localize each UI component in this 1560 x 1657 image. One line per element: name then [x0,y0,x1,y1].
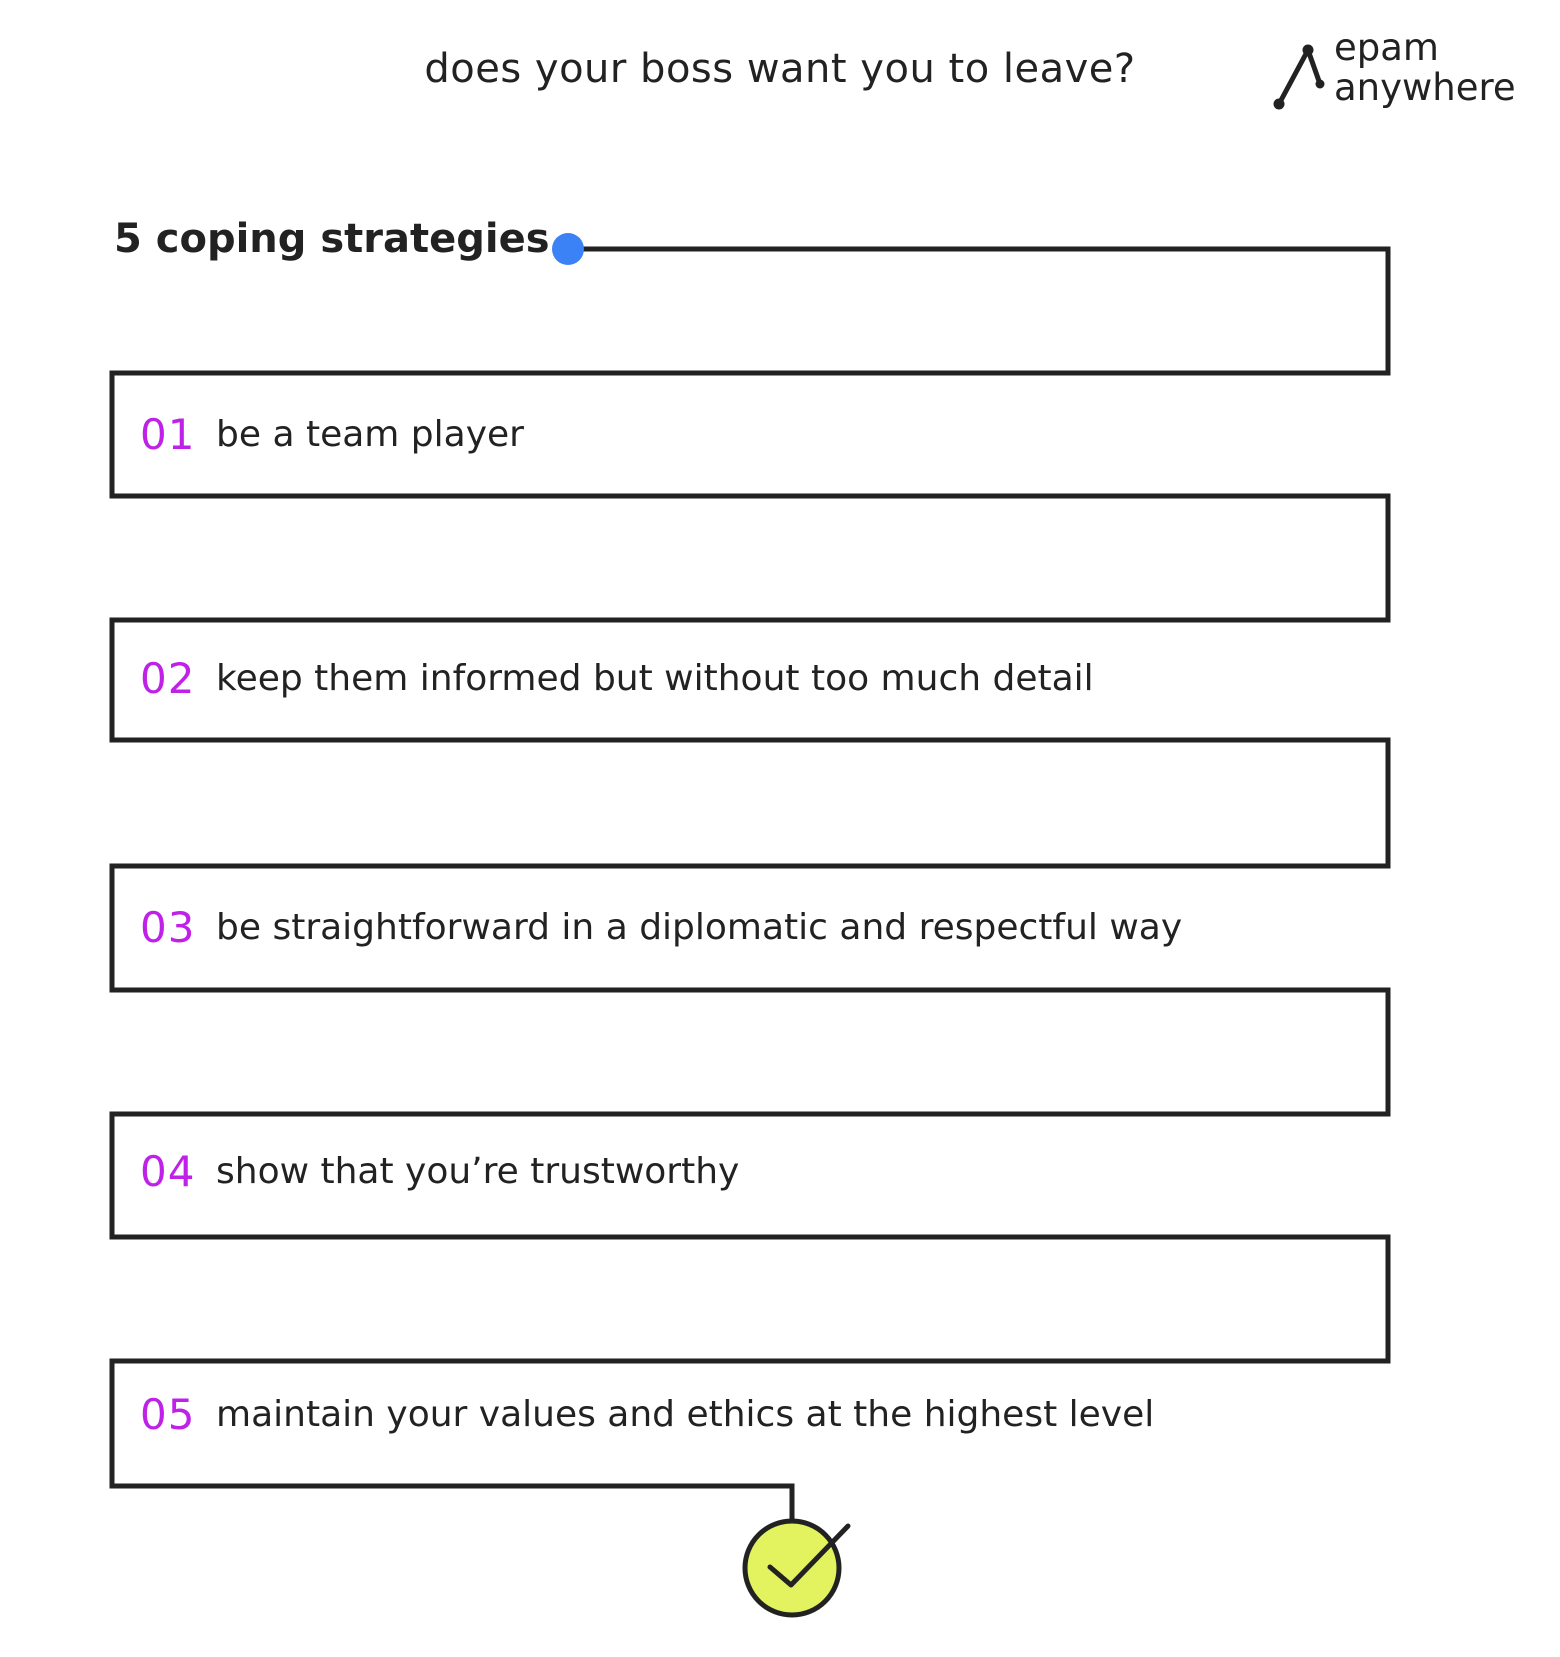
step-1 [140,404,524,464]
logo-line-1: epam [1334,26,1439,69]
step-5 [140,1384,1154,1444]
page-title: does your boss want you to leave? [424,46,1136,92]
checkmark-icon [745,1521,848,1615]
step-number: 03 [140,902,196,952]
subtitle: 5 coping strategies [114,216,550,262]
step-4 [140,1141,739,1201]
step-number: 05 [140,1389,196,1439]
step-text: show that you’re trustworthy [216,1150,740,1192]
step-3 [140,897,1182,957]
step-text: keep them informed but without too much detail [216,657,1094,699]
step-text: maintain your values and ethics at the highest level [216,1393,1155,1435]
step-text: be a team player [216,413,524,455]
step-number: 04 [140,1146,196,1196]
step-2 [140,648,1094,708]
start-dot-icon [552,233,584,265]
step-number: 01 [140,409,196,459]
step-text: be straightforward in a diplomatic and respectful way [216,906,1183,948]
step-number: 02 [140,653,196,703]
logo-line-2: anywhere [1334,66,1516,109]
